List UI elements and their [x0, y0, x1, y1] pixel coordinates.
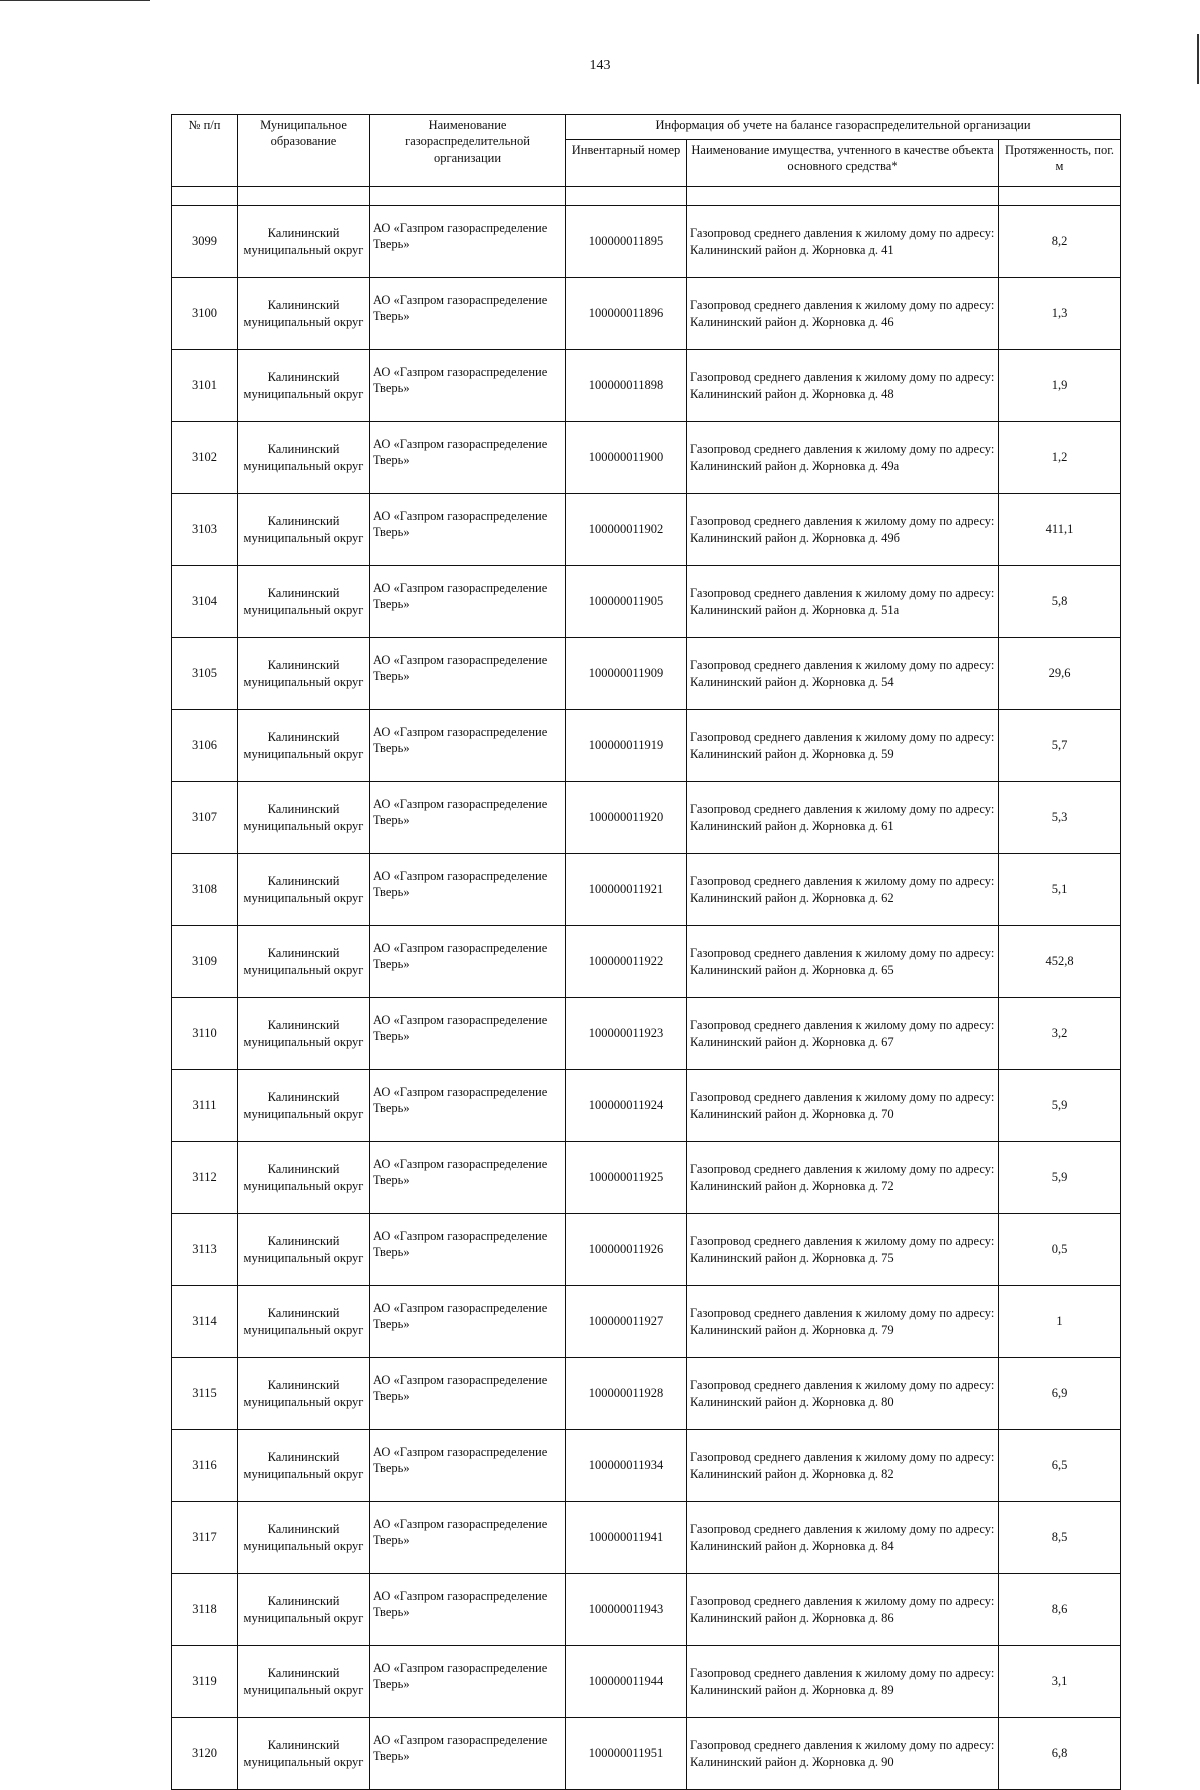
- row-municipality: Калининский муниципальный округ: [238, 350, 370, 422]
- row-length: 8,5: [999, 1502, 1121, 1574]
- table-row: [172, 1574, 1121, 1646]
- table-row: [172, 782, 1121, 854]
- row-organization: АО «Газпром газораспределение Тверь»: [370, 278, 566, 350]
- row-inventory-number: 100000011922: [566, 926, 687, 998]
- row-length: 0,5: [999, 1214, 1121, 1286]
- row-asset-name: Газопровод среднего давления к жилому дому по адресу: Калининский район д. Жорновка д. 80: [687, 1358, 999, 1430]
- row-municipality: Калининский муниципальный округ: [238, 1718, 370, 1790]
- row-organization: АО «Газпром газораспределение Тверь»: [370, 494, 566, 566]
- row-inventory-number: 100000011924: [566, 1070, 687, 1142]
- row-inventory-number: 100000011902: [566, 494, 687, 566]
- row-asset-name: Газопровод среднего давления к жилому дому по адресу: Калининский район д. Жорновка д. 59: [687, 710, 999, 782]
- row-number: 3107: [172, 782, 238, 854]
- row-length: 1,3: [999, 278, 1121, 350]
- row-organization: АО «Газпром газораспределение Тверь»: [370, 1214, 566, 1286]
- row-inventory-number: 100000011895: [566, 206, 687, 278]
- row-municipality: Калининский муниципальный округ: [238, 782, 370, 854]
- row-inventory-number: 100000011905: [566, 566, 687, 638]
- row-number: 3101: [172, 350, 238, 422]
- row-number: 3116: [172, 1430, 238, 1502]
- row-inventory-number: 100000011925: [566, 1142, 687, 1214]
- row-number: 3102: [172, 422, 238, 494]
- row-length: 1,2: [999, 422, 1121, 494]
- row-organization: АО «Газпром газораспределение Тверь»: [370, 1142, 566, 1214]
- row-length: 3,1: [999, 1646, 1121, 1718]
- row-municipality: Калининский муниципальный округ: [238, 1142, 370, 1214]
- table-row: [172, 206, 1121, 278]
- row-length: 5,7: [999, 710, 1121, 782]
- row-number: 3110: [172, 998, 238, 1070]
- header-num: № п/п: [172, 115, 238, 187]
- table-row: [172, 494, 1121, 566]
- row-municipality: Калининский муниципальный округ: [238, 566, 370, 638]
- row-organization: АО «Газпром газораспределение Тверь»: [370, 1646, 566, 1718]
- row-asset-name: Газопровод среднего давления к жилому дому по адресу: Калининский район д. Жорновка д. 89: [687, 1646, 999, 1718]
- row-inventory-number: 100000011927: [566, 1286, 687, 1358]
- row-municipality: Калининский муниципальный округ: [238, 422, 370, 494]
- row-length: 1: [999, 1286, 1121, 1358]
- row-asset-name: Газопровод среднего давления к жилому дому по адресу: Калининский район д. Жорновка д. 49а: [687, 422, 999, 494]
- row-organization: АО «Газпром газораспределение Тверь»: [370, 566, 566, 638]
- row-asset-name: Газопровод среднего давления к жилому дому по адресу: Калининский район д. Жорновка д. 65: [687, 926, 999, 998]
- row-asset-name: Газопровод среднего давления к жилому дому по адресу: Калининский район д. Жорновка д. 82: [687, 1430, 999, 1502]
- table-row: [172, 638, 1121, 710]
- row-asset-name: Газопровод среднего давления к жилому дому по адресу: Калининский район д. Жорновка д. 86: [687, 1574, 999, 1646]
- row-organization: АО «Газпром газораспределение Тверь»: [370, 998, 566, 1070]
- row-number: 3118: [172, 1574, 238, 1646]
- row-inventory-number: 100000011928: [566, 1358, 687, 1430]
- row-number: 3103: [172, 494, 238, 566]
- row-length: 8,2: [999, 206, 1121, 278]
- table-row: [172, 350, 1121, 422]
- header-row: [172, 115, 1121, 140]
- row-asset-name: Газопровод среднего давления к жилому дому по адресу: Калининский район д. Жорновка д. 54: [687, 638, 999, 710]
- row-inventory-number: 100000011926: [566, 1214, 687, 1286]
- row-asset-name: Газопровод среднего давления к жилому дому по адресу: Калининский район д. Жорновка д. 75: [687, 1214, 999, 1286]
- table-row: [172, 998, 1121, 1070]
- row-asset-name: Газопровод среднего давления к жилому дому по адресу: Калининский район д. Жорновка д. 67: [687, 998, 999, 1070]
- row-municipality: Калининский муниципальный округ: [238, 278, 370, 350]
- row-municipality: Калининский муниципальный округ: [238, 1214, 370, 1286]
- row-asset-name: Газопровод среднего давления к жилому дому по адресу: Калининский район д. Жорновка д. 46: [687, 278, 999, 350]
- table-body: [172, 206, 1121, 1790]
- header-spacer-row: [172, 187, 1121, 206]
- row-asset-name: Газопровод среднего давления к жилому дому по адресу: Калининский район д. Жорновка д. 90: [687, 1718, 999, 1790]
- row-asset-name: Газопровод среднего давления к жилому дому по адресу: Калининский район д. Жорновка д. 48: [687, 350, 999, 422]
- gas-pipeline-table: [171, 114, 1121, 1790]
- table-row: [172, 926, 1121, 998]
- row-asset-name: Газопровод среднего давления к жилому дому по адресу: Калининский район д. Жорновка д. 62: [687, 854, 999, 926]
- row-length: 6,8: [999, 1718, 1121, 1790]
- row-number: 3119: [172, 1646, 238, 1718]
- header-organization: Наименование газораспределительной организации: [370, 115, 566, 187]
- row-number: 3104: [172, 566, 238, 638]
- row-length: 1,9: [999, 350, 1121, 422]
- row-asset-name: Газопровод среднего давления к жилому дому по адресу: Калининский район д. Жорновка д. 70: [687, 1070, 999, 1142]
- row-length: 3,2: [999, 998, 1121, 1070]
- table-row: [172, 1070, 1121, 1142]
- row-municipality: Калининский муниципальный округ: [238, 494, 370, 566]
- row-municipality: Калининский муниципальный округ: [238, 206, 370, 278]
- row-organization: АО «Газпром газораспределение Тверь»: [370, 1574, 566, 1646]
- row-organization: АО «Газпром газораспределение Тверь»: [370, 782, 566, 854]
- row-municipality: Калининский муниципальный округ: [238, 998, 370, 1070]
- row-municipality: Калининский муниципальный округ: [238, 1070, 370, 1142]
- row-inventory-number: 100000011896: [566, 278, 687, 350]
- row-inventory-number: 100000011898: [566, 350, 687, 422]
- table-row: [172, 1286, 1121, 1358]
- row-organization: АО «Газпром газораспределение Тверь»: [370, 638, 566, 710]
- row-municipality: Калининский муниципальный округ: [238, 638, 370, 710]
- row-number: 3115: [172, 1358, 238, 1430]
- row-municipality: Калининский муниципальный округ: [238, 1574, 370, 1646]
- row-organization: АО «Газпром газораспределение Тверь»: [370, 1358, 566, 1430]
- row-number: 3117: [172, 1502, 238, 1574]
- row-asset-name: Газопровод среднего давления к жилому дому по адресу: Калининский район д. Жорновка д. 41: [687, 206, 999, 278]
- row-asset-name: Газопровод среднего давления к жилому дому по адресу: Калининский район д. Жорновка д. 49б: [687, 494, 999, 566]
- row-number: 3109: [172, 926, 238, 998]
- row-number: 3108: [172, 854, 238, 926]
- row-organization: АО «Газпром газораспределение Тверь»: [370, 1502, 566, 1574]
- row-inventory-number: 100000011919: [566, 710, 687, 782]
- row-asset-name: Газопровод среднего давления к жилому дому по адресу: Калининский район д. Жорновка д. 51а: [687, 566, 999, 638]
- table-row: [172, 422, 1121, 494]
- row-organization: АО «Газпром газораспределение Тверь»: [370, 1430, 566, 1502]
- row-length: 6,9: [999, 1358, 1121, 1430]
- table-row: [172, 710, 1121, 782]
- table-row: [172, 1358, 1121, 1430]
- row-asset-name: Газопровод среднего давления к жилому дому по адресу: Калининский район д. Жорновка д. 84: [687, 1502, 999, 1574]
- row-number: 3112: [172, 1142, 238, 1214]
- table-row: [172, 566, 1121, 638]
- row-inventory-number: 100000011943: [566, 1574, 687, 1646]
- row-length: 6,5: [999, 1430, 1121, 1502]
- row-municipality: Калининский муниципальный округ: [238, 1646, 370, 1718]
- table-row: [172, 1430, 1121, 1502]
- row-length: 8,6: [999, 1574, 1121, 1646]
- table-row: [172, 1646, 1121, 1718]
- row-length: 5,9: [999, 1142, 1121, 1214]
- row-inventory-number: 100000011900: [566, 422, 687, 494]
- row-number: 3105: [172, 638, 238, 710]
- row-organization: АО «Газпром газораспределение Тверь»: [370, 350, 566, 422]
- row-number: 3113: [172, 1214, 238, 1286]
- row-organization: АО «Газпром газораспределение Тверь»: [370, 1070, 566, 1142]
- header-length: Протяженность, пог. м: [999, 140, 1121, 187]
- table-row: [172, 1718, 1121, 1790]
- row-organization: АО «Газпром газораспределение Тверь»: [370, 710, 566, 782]
- header-asset-name: Наименование имущества, учтенного в качестве объекта основного средства*: [687, 140, 999, 187]
- row-municipality: Калининский муниципальный округ: [238, 926, 370, 998]
- row-municipality: Калининский муниципальный округ: [238, 854, 370, 926]
- row-asset-name: Газопровод среднего давления к жилому дому по адресу: Калининский район д. Жорновка д. 61: [687, 782, 999, 854]
- row-number: 3114: [172, 1286, 238, 1358]
- row-organization: АО «Газпром газораспределение Тверь»: [370, 206, 566, 278]
- row-length: 5,9: [999, 1070, 1121, 1142]
- table-row: [172, 278, 1121, 350]
- page-number: 143: [589, 58, 611, 73]
- header-balance-group: Информация об учете на балансе газораспределительной организации: [566, 115, 1121, 140]
- row-organization: АО «Газпром газораспределение Тверь»: [370, 926, 566, 998]
- row-asset-name: Газопровод среднего давления к жилому дому по адресу: Калининский район д. Жорновка д. 79: [687, 1286, 999, 1358]
- row-asset-name: Газопровод среднего давления к жилому дому по адресу: Калининский район д. Жорновка д. 72: [687, 1142, 999, 1214]
- row-number: 3120: [172, 1718, 238, 1790]
- row-length: 5,8: [999, 566, 1121, 638]
- row-length: 5,1: [999, 854, 1121, 926]
- table-row: [172, 1214, 1121, 1286]
- row-inventory-number: 100000011941: [566, 1502, 687, 1574]
- row-organization: АО «Газпром газораспределение Тверь»: [370, 1718, 566, 1790]
- row-length: 29,6: [999, 638, 1121, 710]
- row-inventory-number: 100000011923: [566, 998, 687, 1070]
- table-row: [172, 1502, 1121, 1574]
- row-number: 3100: [172, 278, 238, 350]
- row-number: 3106: [172, 710, 238, 782]
- row-organization: АО «Газпром газораспределение Тверь»: [370, 1286, 566, 1358]
- row-inventory-number: 100000011944: [566, 1646, 687, 1718]
- row-number: 3099: [172, 206, 238, 278]
- row-municipality: Калининский муниципальный округ: [238, 710, 370, 782]
- row-municipality: Калининский муниципальный округ: [238, 1502, 370, 1574]
- row-inventory-number: 100000011909: [566, 638, 687, 710]
- row-length: 452,8: [999, 926, 1121, 998]
- row-inventory-number: 100000011934: [566, 1430, 687, 1502]
- row-length: 411,1: [999, 494, 1121, 566]
- row-municipality: Калининский муниципальный округ: [238, 1358, 370, 1430]
- row-organization: АО «Газпром газораспределение Тверь»: [370, 854, 566, 926]
- table-row: [172, 1142, 1121, 1214]
- row-number: 3111: [172, 1070, 238, 1142]
- row-inventory-number: 100000011920: [566, 782, 687, 854]
- header-inventory: Инвентарный номер: [566, 140, 687, 187]
- table-row: [172, 854, 1121, 926]
- row-organization: АО «Газпром газораспределение Тверь»: [370, 422, 566, 494]
- row-inventory-number: 100000011921: [566, 854, 687, 926]
- row-municipality: Калининский муниципальный округ: [238, 1286, 370, 1358]
- header-municipality: Муниципальное образование: [238, 115, 370, 187]
- row-inventory-number: 100000011951: [566, 1718, 687, 1790]
- row-municipality: Калининский муниципальный округ: [238, 1430, 370, 1502]
- scan-edge-mark: [0, 0, 150, 1]
- row-length: 5,3: [999, 782, 1121, 854]
